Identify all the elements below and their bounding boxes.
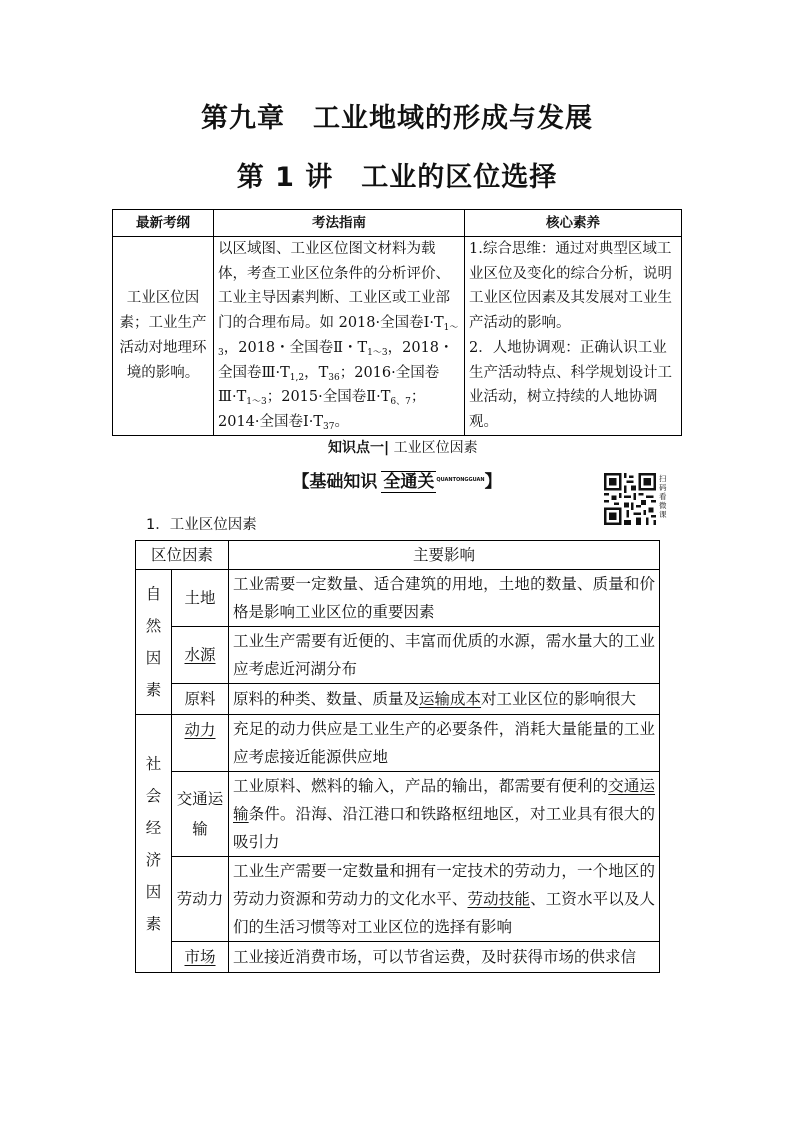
literacy-cell — [465, 237, 682, 436]
overview-table — [112, 209, 682, 436]
qr-code-icon[interactable] — [604, 473, 656, 525]
effect-underlined: 劳动技能 — [467, 890, 531, 908]
effect-col-header: 主要影响 — [229, 541, 660, 570]
table-row — [136, 570, 660, 627]
guide-sub: 37 — [323, 421, 335, 432]
guide-text: ；2016·全国卷Ⅲ·T — [218, 364, 440, 406]
knowledge-point-label: 知识点一 — [328, 440, 384, 456]
effect-text: 原料的种类、数量、质量及 — [233, 690, 420, 708]
factor-effect — [229, 684, 660, 715]
factor-name — [172, 942, 229, 973]
guide-sub: 36 — [328, 372, 340, 383]
header-syllabus: 最新考纲 — [113, 210, 214, 237]
factors-table — [135, 540, 660, 973]
section-banner: 【基础知识 全通关 QUANTONGGUAN】 — [292, 472, 502, 492]
factor-effect: 工业需要一定数量、适合建筑的用地，土地的数量、质量和价格是影响工业区位的重要因素 — [229, 570, 660, 627]
factor-effect: 充足的动力供应是工业生产的必要条件，消耗大量能量的工业应考虑接近能源供应地 — [229, 715, 660, 772]
guide-sub: 1～3 — [246, 397, 267, 408]
guide-text: ，T — [304, 364, 329, 381]
chapter-title: 第九章 工业地域的形成与发展 — [201, 103, 593, 134]
guide-text: ，2018・全国卷Ⅲ·T — [218, 339, 454, 381]
factor-name — [172, 627, 229, 684]
factor-col-header: 区位因素 — [136, 541, 229, 570]
guide-text: ，2018・全国卷Ⅱ・T — [223, 339, 368, 356]
factor-effect: 工业生产需要有近便的、丰富而优质的水源，需水量大的工业应考虑近河湖分布 — [229, 627, 660, 684]
banner-main: 基础知识 — [309, 472, 378, 492]
syllabus-cell: 工业区位因素；工业生产活动对地理环境的影响。 — [113, 237, 214, 436]
table-row — [136, 627, 660, 684]
natural-group-label: 自然因素 — [136, 570, 172, 715]
knowledge-point-heading: 知识点一| 工业区位因素 — [328, 440, 478, 456]
guide-cell — [214, 237, 465, 436]
factor-name: 土地 — [172, 570, 229, 627]
factor-name: 交通运输 — [172, 772, 229, 857]
guide-text: ；2015·全国卷Ⅱ·T — [266, 389, 391, 406]
section-heading: 1．工业区位因素 — [146, 517, 257, 533]
header-literacy: 核心素养 — [465, 210, 682, 237]
guide-sub: 1～3 — [367, 347, 388, 358]
guide-sub: 6、7 — [390, 397, 411, 408]
effect-underlined: 交通运输 — [233, 777, 656, 823]
guide-sub: 1～3 — [218, 323, 459, 358]
effect-text: 、工资水平以及人们的生活习惯等对工业区位的选择有影响 — [233, 890, 655, 936]
factor-effect — [229, 772, 660, 857]
effect-text: 对工业区位的影响很大 — [481, 690, 637, 708]
qr-caption: 扫码看微课 — [659, 474, 667, 519]
factor-name: 原料 — [172, 684, 229, 715]
table-row — [136, 857, 660, 942]
overview-header-row — [113, 210, 682, 237]
factor-name-text: 动力 — [184, 721, 216, 739]
literacy-item-1: 1.综合思维：通过对典型区域工业区位及变化的综合分析，说明工业区位因素及其发展对工业生产活动的影响。 — [469, 241, 672, 332]
guide-text: ；2014·全国卷Ⅰ·T — [218, 389, 426, 430]
effect-text: 工业生产需要一定数量和拥有一定技术的劳动力，一个地区的劳动力资源和劳动力的文化水平、 — [233, 862, 656, 908]
banner-boxed: 全通关 — [383, 472, 435, 492]
lesson-title: 第 1 讲 工业的区位选择 — [236, 162, 558, 193]
guide-text: 以区域图、工业区位图文材料为载体，考查工业区位条件的分析评价、工业主导因素判断、工业区或工业部门的合理布局。如 2018·全国卷Ⅰ·T — [218, 241, 450, 332]
factor-effect: 工业接近消费市场，可以节省运费，及时获得市场的供求信 — [229, 942, 660, 973]
guide-sub: 1,2 — [289, 372, 305, 383]
table-row — [136, 684, 660, 715]
factor-name-text: 市场 — [184, 948, 216, 966]
header-guide: 考法指南 — [214, 210, 465, 237]
effect-text: 条件。沿海、沿江港口和铁路枢纽地区，对工业具有很大的吸引力 — [233, 805, 655, 851]
factor-effect — [229, 857, 660, 942]
overview-body-row — [113, 237, 682, 436]
factor-name — [172, 715, 229, 772]
table-row — [136, 715, 660, 772]
factor-name-text: 水源 — [184, 646, 216, 664]
effect-underlined: 运输成本 — [419, 690, 482, 708]
effect-text: 工业原料、燃料的输入，产品的输出，都需要有便利的 — [233, 777, 609, 795]
guide-text: 。 — [334, 413, 349, 430]
knowledge-point-title: 工业区位因素 — [393, 440, 478, 456]
literacy-item-2: 2．人地协调观：正确认识工业生产活动特点、科学规划设计工业活动，树立持续的人地协调观。 — [469, 339, 672, 430]
factor-name: 劳动力 — [172, 857, 229, 942]
banner-pinyin: QUANTONGGUAN — [436, 477, 485, 483]
social-group-label: 社会经济因素 — [136, 715, 172, 973]
factors-header-row — [136, 541, 660, 570]
table-row — [136, 772, 660, 857]
table-row — [136, 942, 660, 973]
